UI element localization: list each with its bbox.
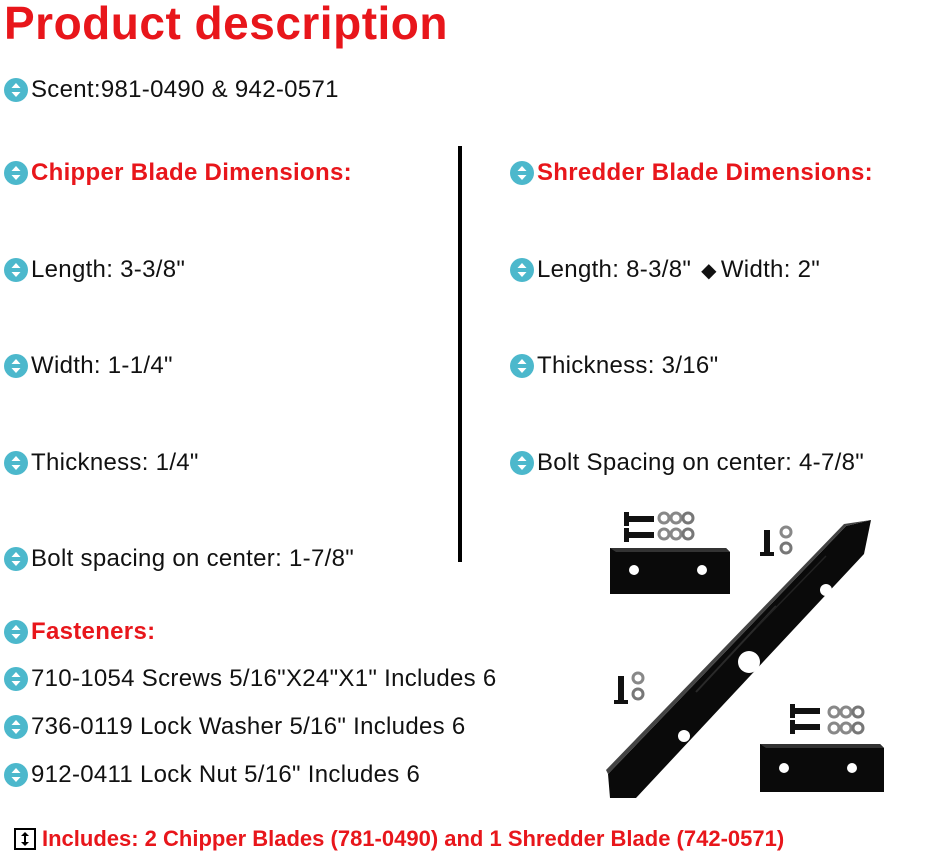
up-down-arrow-circle-icon xyxy=(4,78,28,102)
shredder-heading xyxy=(510,159,873,187)
up-down-arrow-circle-icon xyxy=(4,258,28,282)
chipper-blade-image xyxy=(760,744,884,792)
fastener-set-image xyxy=(624,512,693,542)
fastener-set-image xyxy=(614,673,643,704)
chipper-bolt-spacing xyxy=(4,545,354,573)
up-down-arrow-circle-icon xyxy=(4,547,28,571)
up-down-arrow-circle-icon xyxy=(4,667,28,691)
chipper-width-text: Width: 1-1/4" xyxy=(31,352,173,379)
shredder-thickness-text: Thickness: 3/16" xyxy=(537,352,719,379)
column-divider xyxy=(458,146,462,562)
up-down-arrow-circle-icon xyxy=(4,715,28,739)
chipper-length xyxy=(4,256,185,284)
fastener-nut-text: 912-0411 Lock Nut 5/16" Includes 6 xyxy=(31,761,421,788)
up-down-arrow-circle-icon xyxy=(4,620,28,644)
fastener-washer-text: 736-0119 Lock Washer 5/16" Includes 6 xyxy=(31,713,466,740)
shredder-length-text: Length: 8-3/8" xyxy=(537,256,692,283)
shredder-width-text: Width: 2" xyxy=(720,256,821,283)
fasteners-heading-text: Fasteners: xyxy=(31,618,156,645)
fastener-set-image xyxy=(790,704,863,734)
fastener-screws-text: 710-1054 Screws 5/16"X24"X1" Includes 6 xyxy=(31,665,497,692)
chipper-heading xyxy=(4,159,352,187)
fastener-item xyxy=(4,713,466,741)
chipper-blade-image xyxy=(610,548,730,594)
chipper-width xyxy=(4,352,173,380)
scent-line xyxy=(4,76,339,104)
shredder-heading-text: Shredder Blade Dimensions: xyxy=(537,159,873,186)
fastener-item xyxy=(4,665,497,693)
up-down-arrow-circle-icon xyxy=(510,354,534,378)
scent-text: Scent:981-0490 & 942-0571 xyxy=(31,76,339,103)
fastener-item xyxy=(4,761,420,789)
shredder-length-width xyxy=(510,256,820,284)
fastener-set-image xyxy=(760,527,791,556)
up-down-arrow-circle-icon xyxy=(4,161,28,185)
up-down-arrow-circle-icon xyxy=(510,258,534,282)
up-down-arrow-box-icon xyxy=(14,828,36,850)
up-down-arrow-circle-icon xyxy=(510,161,534,185)
diamond-icon: ◆ xyxy=(701,259,717,282)
includes-text: Includes: 2 Chipper Blades (781-0490) and 1 Shredder Blade (742-0571) xyxy=(42,826,785,851)
shredder-bolt-text: Bolt Spacing on center: 4-7/8" xyxy=(537,449,865,476)
chipper-thickness-text: Thickness: 1/4" xyxy=(31,449,199,476)
up-down-arrow-circle-icon xyxy=(4,451,28,475)
blades-illustration xyxy=(596,496,933,816)
fasteners-heading xyxy=(4,618,155,646)
chipper-heading-text: Chipper Blade Dimensions: xyxy=(31,159,352,186)
up-down-arrow-circle-icon xyxy=(4,354,28,378)
up-down-arrow-circle-icon xyxy=(510,451,534,475)
chipper-thickness xyxy=(4,449,199,477)
chipper-bolt-text: Bolt spacing on center: 1-7/8" xyxy=(31,545,355,572)
page-title: Product description xyxy=(4,0,448,49)
shredder-thickness xyxy=(510,352,718,380)
includes-line xyxy=(14,826,784,852)
chipper-length-text: Length: 3-3/8" xyxy=(31,256,186,283)
up-down-arrow-circle-icon xyxy=(4,763,28,787)
shredder-bolt-spacing xyxy=(510,449,864,477)
